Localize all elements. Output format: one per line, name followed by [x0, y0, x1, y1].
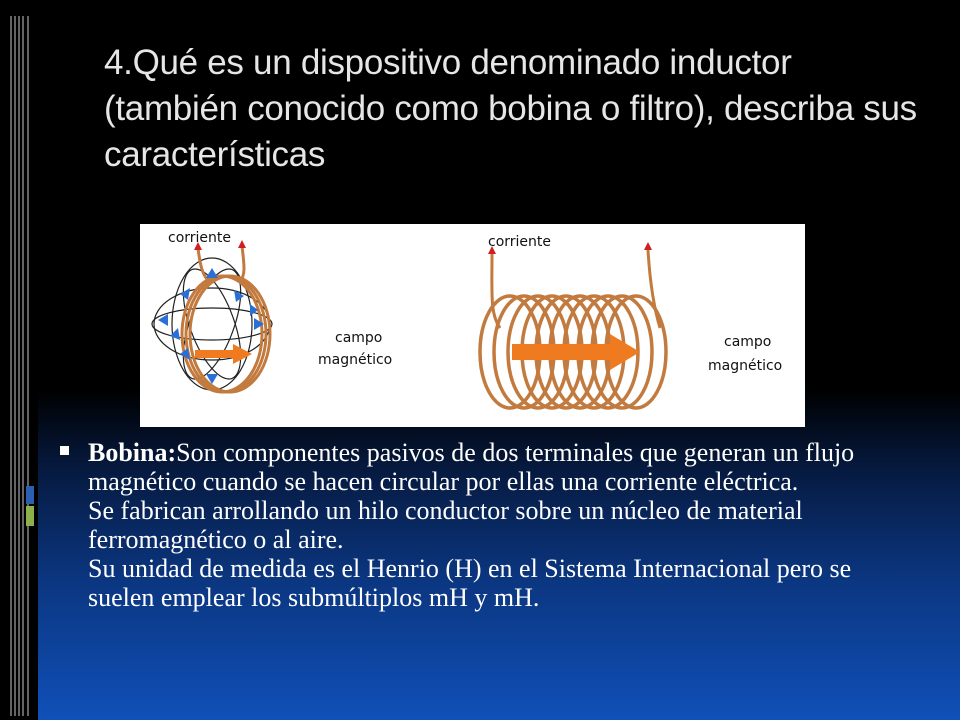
single-loop-illustration: [152, 240, 272, 392]
left-field-label-line2: magnético: [318, 352, 393, 368]
accent-block-green: [26, 506, 34, 526]
bullet-term: Bobina:: [88, 438, 177, 467]
left-field-label-line1: campo: [335, 330, 383, 346]
bullet-paragraph-1: [88, 438, 920, 496]
right-current-label: corriente: [488, 234, 552, 250]
bullet-line-2: Se fabrican arrollando un hilo conductor sobre un núcleo de material ferromagnético o al aire.: [88, 496, 803, 554]
bullet-line-1: Son componentes pasivos de dos terminales que generan un flujo magnético cuando se hacen circular por ellas una corriente eléctrica.: [88, 438, 855, 496]
inductor-diagram-svg: [140, 224, 805, 427]
bullet-item: [60, 438, 920, 612]
left-current-label: corriente: [168, 230, 232, 246]
solenoid-illustration: [480, 242, 666, 408]
bullet-line-3: Su unidad de medida es el Henrio (H) en el Sistema Internacional pero se suelen emplear los submúltiplos mH y mH.: [88, 554, 852, 612]
accent-block-blue: [26, 486, 34, 504]
square-bullet-icon: [60, 438, 88, 612]
right-field-label-line2: magnético: [708, 358, 783, 374]
decorative-vertical-lines: [8, 16, 36, 716]
slide-body: [60, 438, 920, 612]
inductor-diagram: [140, 224, 805, 427]
slide-title: 4.Qué es un dispositivo denominado inductor (también conocido como bobina o filtro), describa sus características: [104, 43, 917, 174]
bullet-text: [88, 438, 920, 612]
right-field-label-line1: campo: [724, 334, 772, 350]
